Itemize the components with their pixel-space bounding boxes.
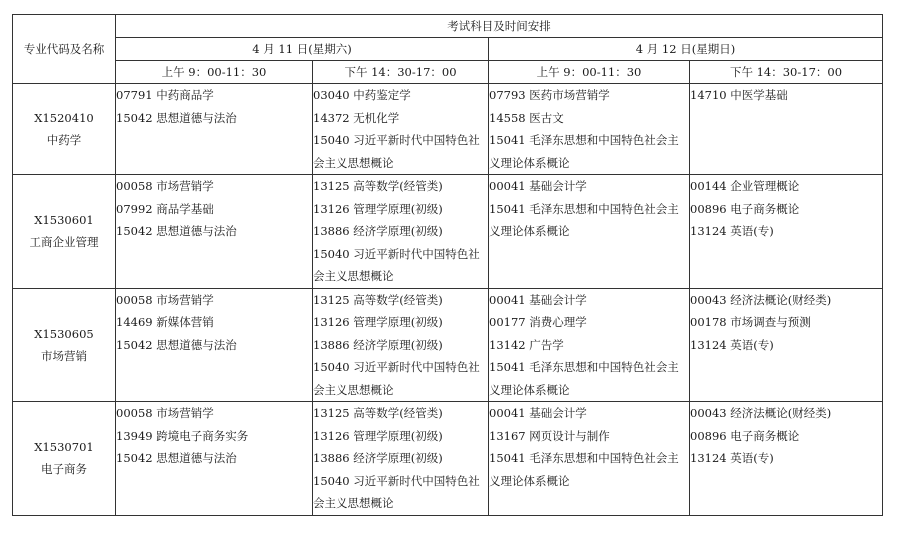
session-cell (489, 402, 690, 516)
course-item: 00041 基础会计学 (489, 179, 587, 193)
course-item: 00177 消费心理学 (489, 315, 587, 329)
session-header-2: 下午 14：30-17：00 (313, 61, 489, 84)
course-item: 13125 高等数学(经管类) (313, 292, 443, 307)
course-item: 14710 中医学基础 (690, 88, 788, 102)
session-cell (116, 175, 313, 289)
schedule-body (13, 84, 883, 516)
major-column-header: 专业代码及名称 (13, 15, 116, 84)
major-code: X1520410 (34, 111, 94, 125)
course-item: 14469 新媒体营销 (116, 315, 214, 329)
course-item: 00043 经济法概论(财经类) (690, 406, 832, 420)
course-item: 15041 毛泽东思想和中国特色社会主义理论体系概论 (489, 360, 679, 397)
course-item: 13125 高等数学(经管类) (313, 406, 443, 420)
session-cell (116, 288, 313, 402)
table-row (13, 402, 883, 516)
table-row (13, 175, 883, 289)
session-cell (116, 84, 313, 175)
schedule-title: 考试科目及时间安排 (116, 15, 883, 38)
course-item: 00058 市场营销学 (116, 179, 214, 193)
major-cell (13, 402, 116, 516)
course-item: 13886 经济学原理(初级) (313, 224, 443, 238)
session-cell (116, 402, 313, 516)
course-item: 13126 管理学原理(初级) (313, 315, 443, 329)
course-item: 13886 经济学原理(初级) (313, 451, 443, 465)
course-item: 13142 广告学 (489, 337, 564, 352)
course-item: 00058 市场营销学 (116, 292, 214, 307)
course-item: 14558 医古文 (489, 110, 564, 125)
major-code: X1530605 (34, 326, 94, 341)
course-item: 13167 网页设计与制作 (489, 428, 610, 443)
course-item: 15042 思想道德与法治 (116, 451, 237, 465)
course-item: 07992 商品学基础 (116, 201, 214, 216)
major-name: 工商企业管理 (29, 235, 99, 250)
session-cell (313, 84, 489, 175)
course-item: 15040 习近平新时代中国特色社会主义思想概论 (313, 133, 480, 170)
course-item: 13124 英语(专) (690, 224, 774, 238)
session-header-3: 上午 9：00-11：30 (489, 61, 690, 84)
course-item: 15041 毛泽东思想和中国特色社会主义理论体系概论 (489, 201, 679, 238)
course-item: 00896 电子商务概论 (690, 428, 800, 443)
course-item: 15042 思想道德与法治 (116, 337, 237, 352)
session-cell (489, 84, 690, 175)
session-cell (690, 402, 883, 516)
major-name: 电子商务 (41, 462, 87, 477)
course-item: 15042 思想道德与法治 (116, 110, 237, 125)
course-item: 00058 市场营销学 (116, 406, 214, 420)
course-item: 07791 中药商品学 (116, 88, 214, 102)
session-cell (690, 288, 883, 402)
header-row-days (13, 38, 883, 61)
major-name: 市场营销 (41, 348, 87, 363)
course-item: 07793 医药市场营销学 (489, 88, 610, 102)
day-header-2: 4 月 12 日(星期日) (489, 38, 883, 61)
course-item: 13125 高等数学(经管类) (313, 179, 443, 193)
course-item: 00178 市场调查与预测 (690, 315, 811, 329)
course-item: 15040 习近平新时代中国特色社会主义思想概论 (313, 473, 480, 510)
course-item: 15041 毛泽东思想和中国特色社会主义理论体系概论 (489, 451, 679, 488)
course-item: 00043 经济法概论(财经类) (690, 292, 832, 307)
major-code: X1530601 (34, 213, 94, 228)
course-item: 13124 英语(专) (690, 337, 774, 352)
course-item: 15041 毛泽东思想和中国特色社会主义理论体系概论 (489, 133, 679, 170)
major-name: 中药学 (46, 133, 82, 147)
session-cell (313, 288, 489, 402)
session-header-4: 下午 14：30-17：00 (690, 61, 883, 84)
major-cell (13, 288, 116, 402)
course-item: 13126 管理学原理(初级) (313, 201, 443, 216)
course-item: 15040 习近平新时代中国特色社会主义思想概论 (313, 360, 480, 397)
session-cell (313, 175, 489, 289)
course-item: 13949 跨境电子商务实务 (116, 428, 249, 443)
exam-schedule-table (12, 14, 883, 516)
header-row-sessions (13, 61, 883, 84)
session-cell (313, 402, 489, 516)
course-item: 15040 习近平新时代中国特色社会主义思想概论 (313, 246, 480, 283)
course-item: 13886 经济学原理(初级) (313, 337, 443, 352)
session-cell (489, 288, 690, 402)
course-item: 15042 思想道德与法治 (116, 224, 237, 238)
major-code: X1530701 (34, 440, 94, 455)
course-item: 00144 企业管理概论 (690, 179, 800, 193)
major-cell (13, 84, 116, 175)
course-item: 13124 英语(专) (690, 451, 774, 465)
course-item: 00041 基础会计学 (489, 292, 587, 307)
course-item: 00896 电子商务概论 (690, 201, 800, 216)
header-row-title (13, 15, 883, 38)
table-row (13, 288, 883, 402)
course-item: 14372 无机化学 (313, 110, 400, 125)
session-cell (690, 175, 883, 289)
day-header-1: 4 月 11 日(星期六) (116, 38, 489, 61)
major-cell (13, 175, 116, 289)
session-header-1: 上午 9：00-11：30 (116, 61, 313, 84)
course-item: 03040 中药鉴定学 (313, 88, 411, 102)
course-item: 13126 管理学原理(初级) (313, 428, 443, 443)
course-item: 00041 基础会计学 (489, 406, 587, 420)
session-cell (690, 84, 883, 175)
session-cell (489, 175, 690, 289)
table-row (13, 84, 883, 175)
